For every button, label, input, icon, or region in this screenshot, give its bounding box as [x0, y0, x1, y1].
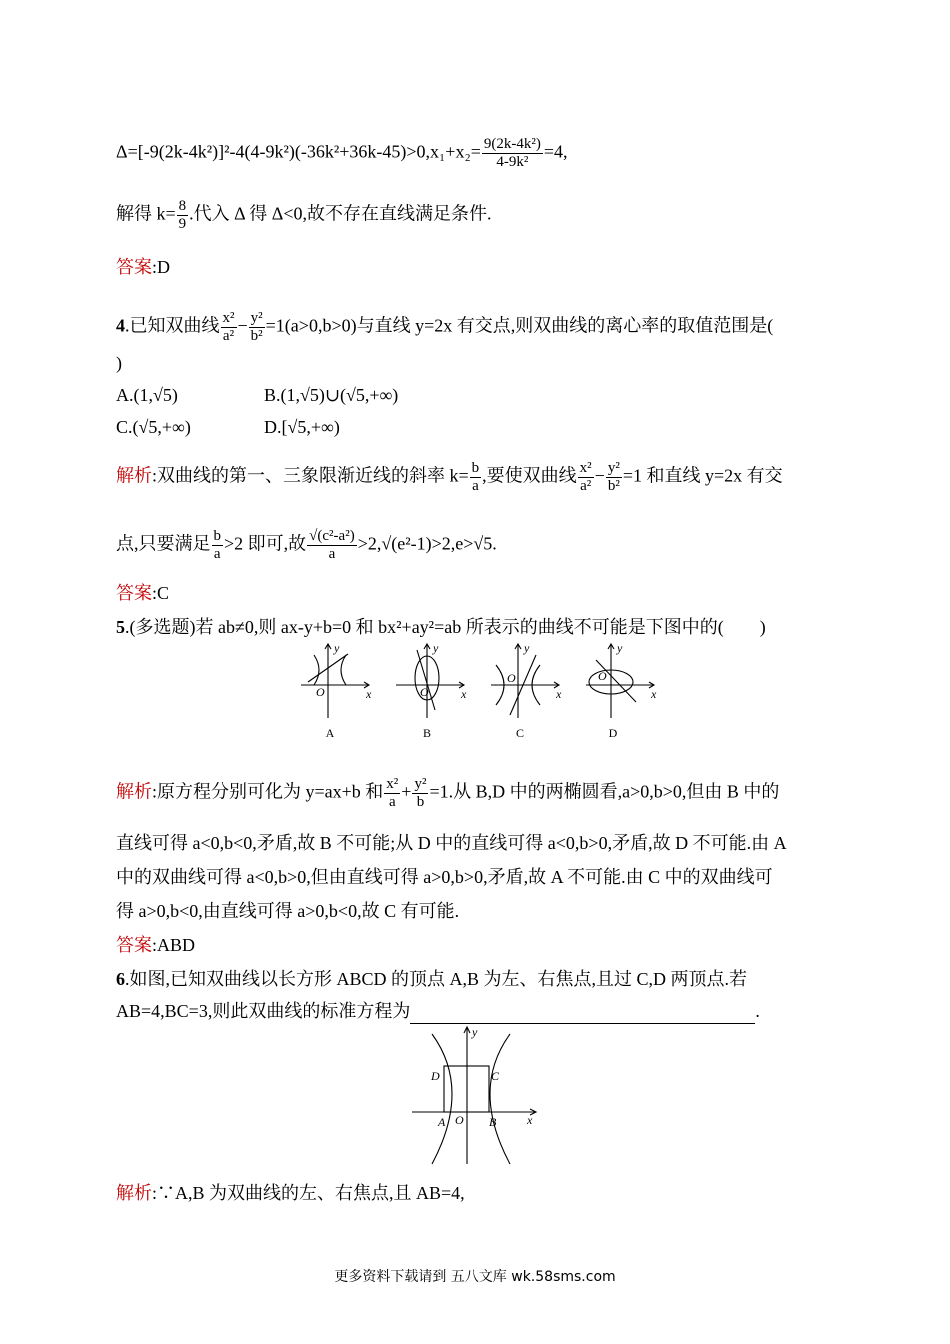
- axis-y-label: y: [433, 641, 439, 655]
- solution-4-line-1: [116, 460, 783, 495]
- question-6-line-1: [116, 966, 747, 992]
- question-4-stem: [116, 310, 773, 345]
- fraction-denominator: b: [416, 794, 425, 810]
- y-over-b-fraction: [412, 776, 428, 811]
- period: .: [755, 1001, 760, 1021]
- answer-value: :C: [152, 583, 170, 603]
- plus-sign: +: [401, 781, 412, 802]
- figure-label-d: D: [608, 726, 618, 740]
- b-over-a-fraction: [212, 528, 224, 563]
- fraction-numerator: √(c²-a²): [309, 528, 355, 544]
- fraction-numerator: x²: [386, 776, 399, 792]
- answer-5: [116, 932, 195, 958]
- fraction-numerator: 8: [178, 198, 187, 214]
- axis-x-label: x: [527, 1113, 533, 1127]
- fraction-numerator: y²: [414, 776, 427, 792]
- solve-k-conclusion: .代入 Δ 得 Δ<0,故不存在直线满足条件.: [189, 203, 492, 224]
- y-over-b-fraction: [606, 460, 622, 495]
- solution-5-line-4: 得 a>0,b<0,由直线可得 a>0,b<0,故 C 有可能.: [116, 901, 460, 921]
- fraction-denominator: a: [213, 546, 221, 562]
- y-over-b-fraction: [249, 310, 265, 345]
- solution-5-line-1: [116, 776, 779, 811]
- question-text: .已知双曲线: [125, 315, 220, 336]
- equation-tail: =4,: [543, 141, 568, 162]
- graph-b: [396, 644, 464, 718]
- axis-y-label: y: [524, 641, 530, 655]
- solution-label: 解析: [116, 1183, 152, 1203]
- solution-text: =1 和直线 y=2x 有交: [622, 465, 783, 486]
- delta-expression: Δ=[-9(2k-4k²)]²-4(4-9k²)(-36k²+36k-45)>0,x₁+x₂=: [116, 141, 481, 162]
- k-fraction: [177, 198, 189, 233]
- equation-line-1: [116, 136, 568, 171]
- fraction-numerator: y²: [250, 310, 263, 326]
- fraction-denominator: a: [388, 794, 396, 810]
- answer-3: [116, 254, 170, 280]
- question-number: 4: [116, 315, 125, 336]
- question-6-figure: [410, 1024, 545, 1169]
- fraction-numerator: y²: [607, 460, 620, 476]
- question-text: .如图,已知双曲线以长方形 ABCD 的顶点 A,B 为左、右焦点,且过 C,D 两顶点.若: [125, 969, 748, 989]
- fraction-denominator: b²: [250, 328, 263, 344]
- minus-sign: −: [237, 315, 248, 336]
- figure-label-a: A: [325, 726, 335, 740]
- axis-x-label: x: [556, 687, 562, 701]
- answer-label: 答案: [116, 935, 152, 955]
- solve-k-prefix: 解得 k=: [116, 203, 176, 224]
- solution-label: 解析: [116, 781, 152, 802]
- origin-label: O: [455, 1113, 464, 1127]
- solution-4-line-2: [116, 528, 497, 563]
- question-text: =1(a>0,b>0)与直线 y=2x 有交点,则双曲线的离心率的取值范围是(: [265, 315, 774, 336]
- point-d-label: D: [431, 1069, 440, 1083]
- question-6-line-2: [116, 998, 760, 1024]
- question-5-figure: [296, 640, 661, 745]
- minus-sign: −: [594, 465, 605, 486]
- fraction-denominator: 9: [178, 216, 187, 232]
- point-a-label: A: [438, 1115, 446, 1129]
- hyperbola-branch: [314, 655, 319, 685]
- graph-c: [491, 644, 559, 718]
- fraction-numerator: b: [213, 528, 221, 544]
- solution-text: :∵A,B 为双曲线的左、右焦点,且 AB=4,: [152, 1183, 465, 1203]
- fraction-denominator: a: [328, 546, 336, 562]
- solution-text: >2 即可,故: [224, 533, 307, 554]
- axis-x-label: x: [651, 687, 657, 701]
- hyperbola-right-branch: [490, 1034, 510, 1164]
- footer: 更多资料下载请到 五八文库 wk.58sms.com: [334, 1269, 616, 1285]
- fraction-denominator: a: [472, 478, 479, 494]
- answer-blank: [410, 1005, 755, 1024]
- axis-y-label: y: [472, 1025, 478, 1039]
- answer-value: :ABD: [152, 935, 196, 955]
- solution-text: ,要使双曲线: [482, 465, 577, 486]
- fraction-numerator: x²: [579, 460, 592, 476]
- solution-text: 点,只要满足: [116, 533, 211, 554]
- axis-y-label: y: [334, 641, 340, 655]
- sum-fraction: [482, 136, 543, 171]
- solution-6-line-1: [116, 1180, 465, 1206]
- answer-label: 答案: [116, 583, 152, 603]
- answer-label: 答案: [116, 257, 152, 277]
- question-text: AB=4,BC=3,则此双曲线的标准方程为: [116, 1001, 411, 1021]
- fraction-numerator: x²: [222, 310, 235, 326]
- answer-value: :D: [152, 257, 170, 277]
- point-b-label: B: [489, 1115, 497, 1129]
- origin-label: O: [316, 685, 325, 699]
- solution-text: :原方程分别可化为 y=ax+b 和: [152, 781, 384, 802]
- x-over-a-fraction: [384, 776, 400, 811]
- question-number: 5: [116, 617, 125, 637]
- fraction-denominator: 4-9k²: [496, 154, 529, 170]
- origin-label: O: [598, 669, 607, 683]
- fraction-numerator: 9(2k-4k²): [483, 136, 541, 152]
- question-number: 6: [116, 969, 125, 989]
- hyperbola-left-branch: [432, 1034, 452, 1164]
- option-d: D.[√5,+∞): [264, 417, 340, 437]
- solution-text: >2,√(e²-1)>2,e>√5.: [357, 533, 497, 554]
- x-over-a-fraction: [578, 460, 594, 495]
- fraction-denominator: b²: [607, 478, 620, 494]
- axis-y-label: y: [617, 641, 623, 655]
- solution-label: 解析: [116, 465, 152, 486]
- fraction-denominator: a²: [580, 478, 592, 494]
- hyperbola-branch: [341, 655, 346, 685]
- figure-label-b: B: [422, 726, 432, 740]
- radical-fraction: [307, 528, 357, 563]
- solution-5-line-3: 中的双曲线可得 a<0,b>0,但由直线可得 a>0,b>0,矛盾,故 A 不可能.由 C 中的双曲线可: [116, 867, 773, 887]
- graph-a: [301, 644, 369, 718]
- origin-label: O: [507, 671, 516, 685]
- axis-x-label: x: [366, 687, 372, 701]
- fraction-numerator: b: [471, 460, 480, 476]
- slope-fraction: [470, 460, 482, 495]
- option-a: A.(1,√5): [116, 385, 178, 405]
- answer-4: [116, 580, 169, 606]
- question-4-paren: ): [116, 353, 122, 373]
- origin-label: O: [420, 685, 429, 699]
- line: [417, 650, 435, 710]
- graph-d: [586, 644, 654, 718]
- point-c-label: C: [491, 1069, 500, 1083]
- question-5-stem: [116, 614, 766, 640]
- axis-x-label: x: [461, 687, 467, 701]
- option-b: B.(1,√5)∪(√5,+∞): [264, 385, 399, 405]
- question-text: .(多选题)若 ab≠0,则 ax-y+b=0 和 bx²+ay²=ab 所表示的曲线不可能是下图中的( ): [125, 617, 766, 637]
- solution-text: :双曲线的第一、三象限渐近线的斜率 k=: [152, 465, 469, 486]
- solve-k-line: [116, 198, 491, 233]
- fraction-denominator: a²: [222, 328, 235, 344]
- x-over-a-fraction: [221, 310, 237, 345]
- figure-label-c: C: [515, 726, 525, 740]
- option-c: C.(√5,+∞): [116, 417, 191, 437]
- solution-text: =1.从 B,D 中的两椭圆看,a>0,b>0,但由 B 中的: [429, 781, 780, 802]
- solution-5-line-2: 直线可得 a<0,b<0,矛盾,故 B 不可能;从 D 中的直线可得 a<0,b>0,矛盾,故 D 不可能.由 A: [116, 833, 787, 853]
